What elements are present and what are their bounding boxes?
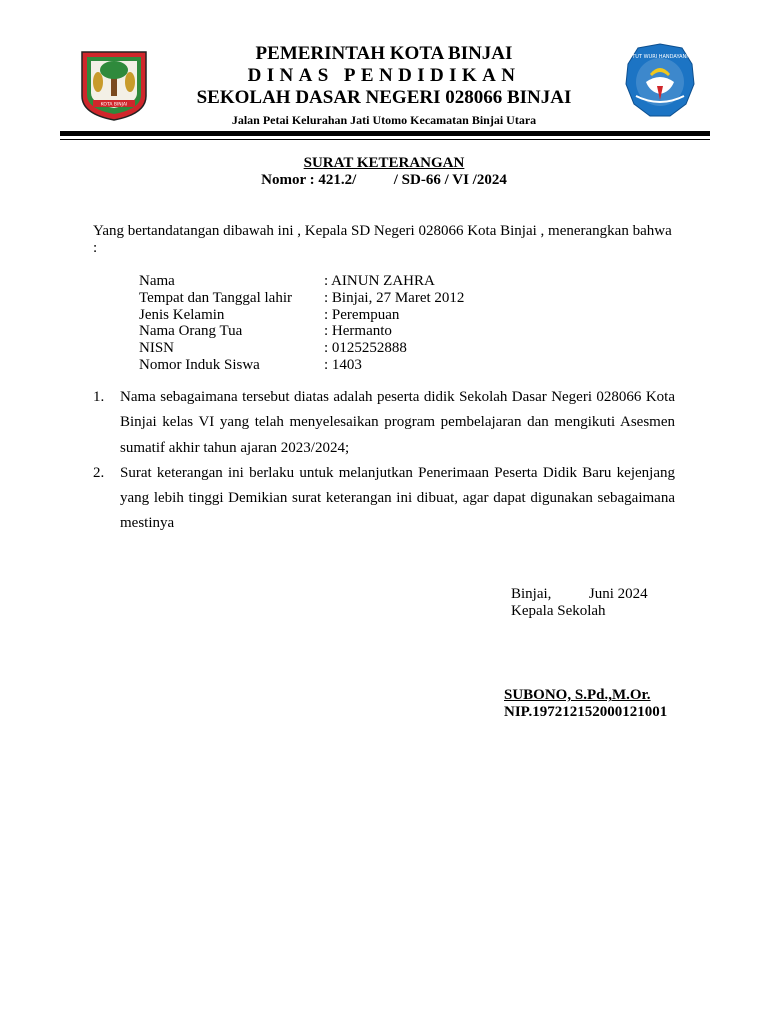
student-row-gender (139, 307, 464, 324)
left-logo-text: KOTA BINJAI (100, 102, 128, 108)
student-label: Nama Orang Tua (139, 323, 243, 340)
student-label: NISN (139, 340, 175, 357)
statement-item (93, 385, 675, 461)
letterhead-school: SEKOLAH DASAR NEGERI 028066 BINJAI (196, 87, 572, 108)
tut-wuri-handayani-logo (624, 42, 696, 120)
letterhead-rule-thin (60, 139, 710, 140)
student-label: Tempat dan Tanggal lahir (139, 289, 292, 306)
signer-nip: NIP.197212152000121001 (504, 704, 668, 720)
student-row-parent (139, 323, 464, 340)
kota-binjai-logo (80, 48, 148, 122)
letterhead-rule-thick (60, 131, 710, 136)
student-row-nis (139, 357, 464, 374)
place-date: Binjai, Juni 2024 (511, 586, 648, 602)
student-value: : AINUN ZAHRA (324, 273, 435, 289)
student-row-birth (139, 290, 464, 307)
student-value: : Hermanto (324, 323, 392, 340)
student-label: Nomor Induk Siswa (139, 356, 260, 373)
letterhead-government: PEMERINTAH KOTA BINJAI (255, 43, 513, 64)
signature-block (511, 586, 648, 620)
statement-list (93, 385, 675, 537)
student-data (139, 273, 464, 374)
student-value: : 1403 (324, 356, 362, 373)
student-row-nisn (139, 340, 464, 357)
student-row-name (139, 273, 464, 290)
letterhead-address: Jalan Petai Kelurahan Jati Utomo Kecamatan Binjai Utara (231, 113, 537, 127)
student-value: : Perempuan (324, 306, 400, 323)
letter-heading: SURAT KETERANGAN (303, 155, 465, 171)
signer-position: Kepala Sekolah (511, 603, 606, 619)
letterhead-office: DINAS PENDIDIKAN (247, 65, 521, 86)
letter-title (0, 155, 768, 189)
student-value: : 0125252888 (324, 340, 407, 357)
statement-text: Nama sebagaimana tersebut diatas adalah peserta didik Sekolah Dasar Negeri 028066 Kota Binjai kelas VI yang telah menyelesaikan program pembelajaran dan mengikuti Asesmen sumatif akhir tahun ajaran 2023/2024; (120, 389, 675, 456)
right-logo-text: TUT WURI HANDAYANI (632, 54, 688, 60)
statement-number: 2. (93, 464, 105, 481)
student-label: Nama (139, 273, 175, 289)
letterhead (150, 43, 618, 128)
student-value: : Binjai, 27 Maret 2012 (324, 289, 465, 306)
letter-number: Nomor : 421.2/ / SD-66 / VI /2024 (261, 172, 507, 188)
signer-name: SUBONO, S.Pd.,M.Or. (504, 687, 651, 703)
intro-paragraph: Yang bertandatangan dibawah ini , Kepala SD Negeri 028066 Kota Binjai , menerangkan bahwa : (93, 223, 672, 256)
signer-identity (504, 687, 667, 721)
student-label: Jenis Kelamin (139, 306, 225, 323)
statement-number: 1. (93, 389, 105, 405)
statement-text: Surat keterangan ini berlaku untuk melanjutkan Penerimaan Peserta Didik Baru kejenjang yang lebih tinggi Demikian surat keterangan ini dibuat, agar dapat digunakan sebagaimana mestinya (120, 464, 675, 532)
statement-item (93, 461, 675, 537)
